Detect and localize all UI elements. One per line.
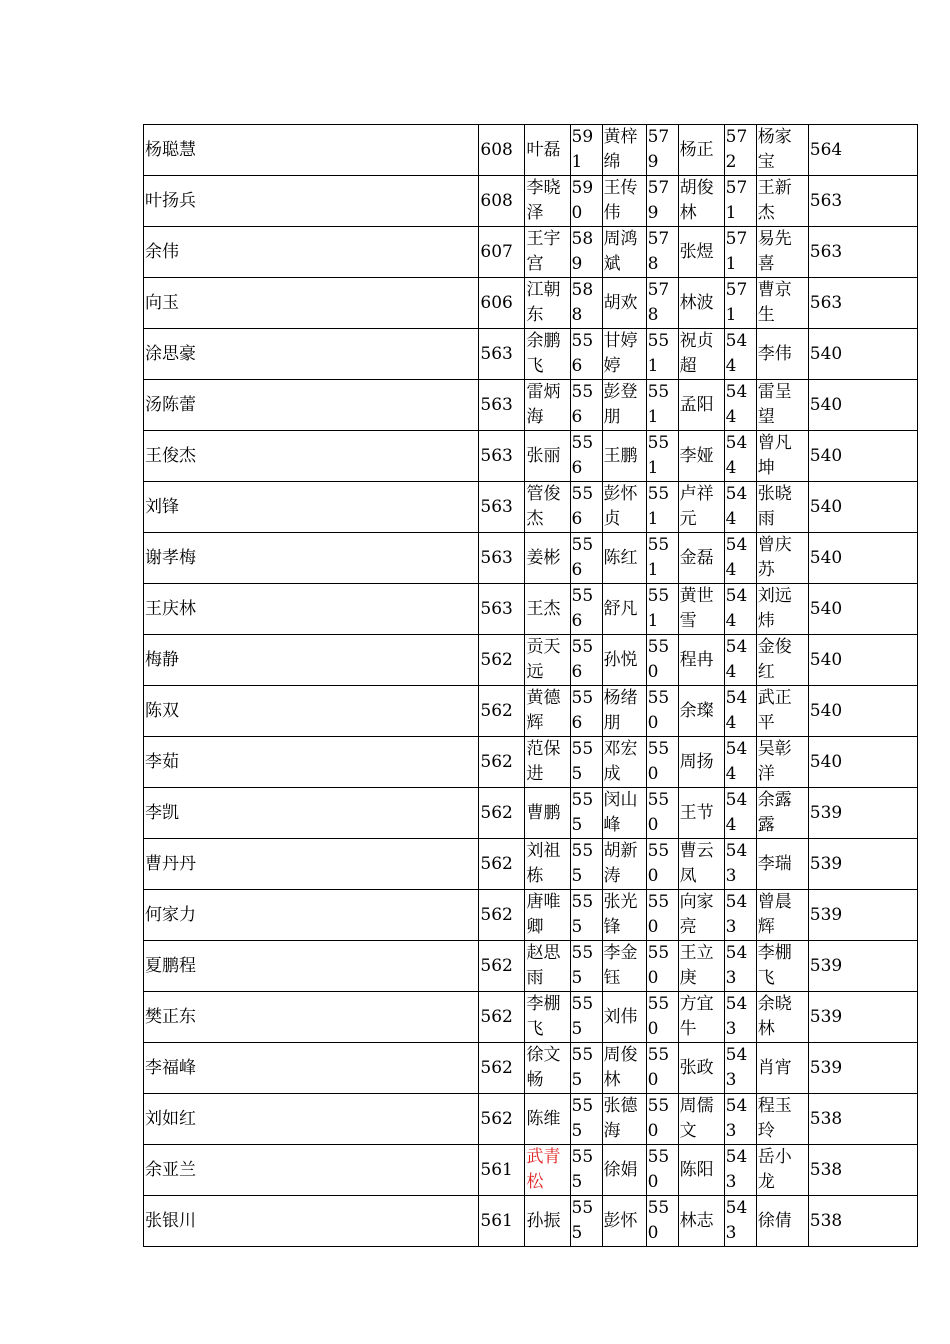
name-cell: 王新杰 bbox=[756, 176, 808, 227]
name-cell: 向家亮 bbox=[678, 890, 724, 941]
score-cell: 544 bbox=[724, 635, 756, 686]
score-cell: 555 bbox=[570, 1094, 602, 1145]
score-cell: 555 bbox=[570, 1196, 602, 1247]
score-cell: 550 bbox=[646, 788, 678, 839]
name-cell: 程玉玲 bbox=[756, 1094, 808, 1145]
name-cell: 叶扬兵 bbox=[144, 176, 479, 227]
score-cell: 562 bbox=[479, 1043, 525, 1094]
name-cell: 曹鹏 bbox=[525, 788, 570, 839]
name-cell: 彭怀贞 bbox=[602, 482, 646, 533]
name-cell: 李棚飞 bbox=[756, 941, 808, 992]
score-cell: 544 bbox=[724, 737, 756, 788]
score-cell: 539 bbox=[808, 788, 917, 839]
name-cell: 李福峰 bbox=[144, 1043, 479, 1094]
score-cell: 543 bbox=[724, 1094, 756, 1145]
name-cell: 李伟 bbox=[756, 329, 808, 380]
score-cell: 555 bbox=[570, 1043, 602, 1094]
score-cell: 562 bbox=[479, 992, 525, 1043]
score-cell: 555 bbox=[570, 839, 602, 890]
score-cell: 561 bbox=[479, 1145, 525, 1196]
score-cell: 538 bbox=[808, 1196, 917, 1247]
score-cell: 544 bbox=[724, 788, 756, 839]
name-cell: 李凯 bbox=[144, 788, 479, 839]
name-cell: 王鹏 bbox=[602, 431, 646, 482]
score-cell: 539 bbox=[808, 890, 917, 941]
score-cell: 591 bbox=[570, 125, 602, 176]
score-cell: 555 bbox=[570, 992, 602, 1043]
name-cell: 张光锋 bbox=[602, 890, 646, 941]
score-cell: 579 bbox=[646, 125, 678, 176]
name-cell: 杨家宝 bbox=[756, 125, 808, 176]
name-cell: 王宇宫 bbox=[525, 227, 570, 278]
score-cell: 550 bbox=[646, 635, 678, 686]
score-cell: 550 bbox=[646, 1196, 678, 1247]
score-cell: 543 bbox=[724, 992, 756, 1043]
table-row bbox=[144, 329, 918, 380]
score-cell: 539 bbox=[808, 839, 917, 890]
name-cell: 王立庚 bbox=[678, 941, 724, 992]
score-cell: 555 bbox=[570, 788, 602, 839]
name-cell: 孟阳 bbox=[678, 380, 724, 431]
table-row bbox=[144, 533, 918, 584]
score-cell: 571 bbox=[724, 176, 756, 227]
table-row bbox=[144, 176, 918, 227]
score-cell: 607 bbox=[479, 227, 525, 278]
name-cell: 张政 bbox=[678, 1043, 724, 1094]
table-row bbox=[144, 635, 918, 686]
table-row bbox=[144, 1145, 918, 1196]
score-cell: 540 bbox=[808, 737, 917, 788]
name-cell: 余露露 bbox=[756, 788, 808, 839]
name-cell: 陈维 bbox=[525, 1094, 570, 1145]
name-cell: 胡新涛 bbox=[602, 839, 646, 890]
score-cell: 589 bbox=[570, 227, 602, 278]
score-cell: 539 bbox=[808, 941, 917, 992]
name-cell: 雷呈望 bbox=[756, 380, 808, 431]
name-cell: 金磊 bbox=[678, 533, 724, 584]
name-cell: 黄梓绵 bbox=[602, 125, 646, 176]
score-cell: 608 bbox=[479, 125, 525, 176]
name-cell: 余璨 bbox=[678, 686, 724, 737]
name-cell: 曹云凤 bbox=[678, 839, 724, 890]
table-row bbox=[144, 431, 918, 482]
name-cell: 李娅 bbox=[678, 431, 724, 482]
table-row bbox=[144, 1094, 918, 1145]
score-cell: 539 bbox=[808, 1043, 917, 1094]
name-cell: 陈红 bbox=[602, 533, 646, 584]
name-cell: 胡欢 bbox=[602, 278, 646, 329]
name-cell: 汤陈蕾 bbox=[144, 380, 479, 431]
score-cell: 550 bbox=[646, 992, 678, 1043]
name-cell: 张丽 bbox=[525, 431, 570, 482]
name-cell: 王俊杰 bbox=[144, 431, 479, 482]
name-cell: 余鹏飞 bbox=[525, 329, 570, 380]
name-cell: 夏鹏程 bbox=[144, 941, 479, 992]
score-cell: 540 bbox=[808, 533, 917, 584]
score-cell: 578 bbox=[646, 278, 678, 329]
name-cell: 金俊红 bbox=[756, 635, 808, 686]
score-cell: 550 bbox=[646, 1043, 678, 1094]
name-cell: 曹丹丹 bbox=[144, 839, 479, 890]
score-cell: 550 bbox=[646, 737, 678, 788]
name-cell: 吴彰洋 bbox=[756, 737, 808, 788]
table-row bbox=[144, 584, 918, 635]
name-cell: 李棚飞 bbox=[525, 992, 570, 1043]
score-cell: 571 bbox=[724, 278, 756, 329]
name-cell: 范保进 bbox=[525, 737, 570, 788]
score-cell: 606 bbox=[479, 278, 525, 329]
score-cell: 555 bbox=[570, 737, 602, 788]
table-row bbox=[144, 1196, 918, 1247]
score-cell: 563 bbox=[479, 380, 525, 431]
name-cell: 管俊杰 bbox=[525, 482, 570, 533]
score-cell: 540 bbox=[808, 635, 917, 686]
name-cell: 周扬 bbox=[678, 737, 724, 788]
score-cell: 556 bbox=[570, 482, 602, 533]
score-cell: 562 bbox=[479, 941, 525, 992]
name-cell: 易先喜 bbox=[756, 227, 808, 278]
name-cell: 彭怀 bbox=[602, 1196, 646, 1247]
name-cell: 周鸿斌 bbox=[602, 227, 646, 278]
score-cell: 544 bbox=[724, 431, 756, 482]
name-cell: 李晓泽 bbox=[525, 176, 570, 227]
score-cell: 572 bbox=[724, 125, 756, 176]
name-cell: 岳小龙 bbox=[756, 1145, 808, 1196]
name-cell: 曾凡坤 bbox=[756, 431, 808, 482]
name-cell: 闵山峰 bbox=[602, 788, 646, 839]
name-cell: 刘如红 bbox=[144, 1094, 479, 1145]
name-cell: 徐娟 bbox=[602, 1145, 646, 1196]
score-cell: 551 bbox=[646, 431, 678, 482]
name-cell: 徐文畅 bbox=[525, 1043, 570, 1094]
score-cell: 556 bbox=[570, 635, 602, 686]
name-cell: 祝贞超 bbox=[678, 329, 724, 380]
score-cell: 551 bbox=[646, 584, 678, 635]
score-cell: 564 bbox=[808, 125, 917, 176]
name-cell: 武正平 bbox=[756, 686, 808, 737]
table-row bbox=[144, 1043, 918, 1094]
name-cell: 赵思雨 bbox=[525, 941, 570, 992]
name-cell: 武青松 bbox=[525, 1145, 570, 1196]
score-cell: 551 bbox=[646, 329, 678, 380]
score-cell: 563 bbox=[479, 329, 525, 380]
name-cell: 周俊林 bbox=[602, 1043, 646, 1094]
score-cell: 562 bbox=[479, 686, 525, 737]
score-cell: 540 bbox=[808, 584, 917, 635]
score-cell: 543 bbox=[724, 1145, 756, 1196]
name-cell: 陈双 bbox=[144, 686, 479, 737]
score-cell: 544 bbox=[724, 380, 756, 431]
name-cell: 余亚兰 bbox=[144, 1145, 479, 1196]
name-cell: 余伟 bbox=[144, 227, 479, 278]
score-cell: 590 bbox=[570, 176, 602, 227]
name-cell: 江朝东 bbox=[525, 278, 570, 329]
score-cell: 563 bbox=[479, 533, 525, 584]
name-cell: 何家力 bbox=[144, 890, 479, 941]
score-cell: 550 bbox=[646, 890, 678, 941]
name-cell: 刘锋 bbox=[144, 482, 479, 533]
name-cell: 王杰 bbox=[525, 584, 570, 635]
score-cell: 562 bbox=[479, 788, 525, 839]
name-cell: 王庆林 bbox=[144, 584, 479, 635]
score-cell: 561 bbox=[479, 1196, 525, 1247]
score-cell: 550 bbox=[646, 686, 678, 737]
name-cell: 谢孝梅 bbox=[144, 533, 479, 584]
score-cell: 555 bbox=[570, 941, 602, 992]
score-cell: 551 bbox=[646, 380, 678, 431]
score-cell: 543 bbox=[724, 890, 756, 941]
score-cell: 562 bbox=[479, 635, 525, 686]
table-row bbox=[144, 686, 918, 737]
score-cell: 562 bbox=[479, 890, 525, 941]
name-cell: 王传伟 bbox=[602, 176, 646, 227]
score-cell: 538 bbox=[808, 1145, 917, 1196]
name-cell: 余晓林 bbox=[756, 992, 808, 1043]
score-cell: 544 bbox=[724, 584, 756, 635]
score-cell: 556 bbox=[570, 431, 602, 482]
score-cell: 562 bbox=[479, 737, 525, 788]
score-cell: 544 bbox=[724, 533, 756, 584]
name-cell: 周儒文 bbox=[678, 1094, 724, 1145]
score-cell: 543 bbox=[724, 839, 756, 890]
score-cell: 556 bbox=[570, 380, 602, 431]
name-cell: 甘婷婷 bbox=[602, 329, 646, 380]
table-row bbox=[144, 992, 918, 1043]
name-cell: 邓宏成 bbox=[602, 737, 646, 788]
name-cell: 陈阳 bbox=[678, 1145, 724, 1196]
name-cell: 舒凡 bbox=[602, 584, 646, 635]
table-row bbox=[144, 227, 918, 278]
score-table bbox=[143, 124, 918, 1247]
score-cell: 563 bbox=[479, 482, 525, 533]
name-cell: 曾晨辉 bbox=[756, 890, 808, 941]
score-cell: 543 bbox=[724, 1196, 756, 1247]
name-cell: 肖宵 bbox=[756, 1043, 808, 1094]
name-cell: 林波 bbox=[678, 278, 724, 329]
name-cell: 卢祥元 bbox=[678, 482, 724, 533]
score-cell: 538 bbox=[808, 1094, 917, 1145]
name-cell: 曾庆苏 bbox=[756, 533, 808, 584]
score-cell: 540 bbox=[808, 686, 917, 737]
score-cell: 579 bbox=[646, 176, 678, 227]
table-row bbox=[144, 482, 918, 533]
name-cell: 梅静 bbox=[144, 635, 479, 686]
score-cell: 550 bbox=[646, 941, 678, 992]
table-row bbox=[144, 788, 918, 839]
name-cell: 叶磊 bbox=[525, 125, 570, 176]
name-cell: 徐倩 bbox=[756, 1196, 808, 1247]
score-cell: 563 bbox=[479, 584, 525, 635]
name-cell: 胡俊林 bbox=[678, 176, 724, 227]
score-cell: 556 bbox=[570, 584, 602, 635]
table-row bbox=[144, 941, 918, 992]
name-cell: 姜彬 bbox=[525, 533, 570, 584]
name-cell: 方宜牛 bbox=[678, 992, 724, 1043]
score-cell: 555 bbox=[570, 890, 602, 941]
score-cell: 608 bbox=[479, 176, 525, 227]
score-cell: 556 bbox=[570, 686, 602, 737]
name-cell: 李金钰 bbox=[602, 941, 646, 992]
score-cell: 544 bbox=[724, 329, 756, 380]
name-cell: 贡天远 bbox=[525, 635, 570, 686]
score-cell: 563 bbox=[808, 176, 917, 227]
score-cell: 563 bbox=[479, 431, 525, 482]
score-cell: 544 bbox=[724, 686, 756, 737]
name-cell: 张德海 bbox=[602, 1094, 646, 1145]
score-cell: 562 bbox=[479, 839, 525, 890]
name-cell: 涂思豪 bbox=[144, 329, 479, 380]
name-cell: 刘伟 bbox=[602, 992, 646, 1043]
score-cell: 556 bbox=[570, 533, 602, 584]
score-cell: 578 bbox=[646, 227, 678, 278]
name-cell: 樊正东 bbox=[144, 992, 479, 1043]
name-cell: 雷炳海 bbox=[525, 380, 570, 431]
score-cell: 563 bbox=[808, 227, 917, 278]
table-row bbox=[144, 278, 918, 329]
name-cell: 刘祖栋 bbox=[525, 839, 570, 890]
table-row bbox=[144, 890, 918, 941]
name-cell: 程冉 bbox=[678, 635, 724, 686]
name-cell: 黄德辉 bbox=[525, 686, 570, 737]
score-cell: 544 bbox=[724, 482, 756, 533]
name-cell: 张晓雨 bbox=[756, 482, 808, 533]
name-cell: 孙振 bbox=[525, 1196, 570, 1247]
score-cell: 551 bbox=[646, 482, 678, 533]
table-row bbox=[144, 125, 918, 176]
name-cell: 刘远炜 bbox=[756, 584, 808, 635]
name-cell: 张煜 bbox=[678, 227, 724, 278]
name-cell: 王节 bbox=[678, 788, 724, 839]
score-cell: 550 bbox=[646, 1145, 678, 1196]
table-row bbox=[144, 839, 918, 890]
name-cell: 杨正 bbox=[678, 125, 724, 176]
score-cell: 588 bbox=[570, 278, 602, 329]
score-cell: 551 bbox=[646, 533, 678, 584]
name-cell: 杨绪朋 bbox=[602, 686, 646, 737]
score-cell: 550 bbox=[646, 839, 678, 890]
name-cell: 曹京生 bbox=[756, 278, 808, 329]
score-cell: 540 bbox=[808, 482, 917, 533]
table-row bbox=[144, 737, 918, 788]
name-cell: 李瑞 bbox=[756, 839, 808, 890]
score-cell: 540 bbox=[808, 329, 917, 380]
name-cell: 向玉 bbox=[144, 278, 479, 329]
name-cell: 黄世雪 bbox=[678, 584, 724, 635]
score-cell: 539 bbox=[808, 992, 917, 1043]
score-cell: 540 bbox=[808, 380, 917, 431]
name-cell: 彭登朋 bbox=[602, 380, 646, 431]
name-cell: 李茹 bbox=[144, 737, 479, 788]
score-cell: 563 bbox=[808, 278, 917, 329]
score-cell: 543 bbox=[724, 941, 756, 992]
name-cell: 唐唯卿 bbox=[525, 890, 570, 941]
name-cell: 张银川 bbox=[144, 1196, 479, 1247]
score-cell: 562 bbox=[479, 1094, 525, 1145]
score-cell: 540 bbox=[808, 431, 917, 482]
name-cell: 孙悦 bbox=[602, 635, 646, 686]
score-cell: 543 bbox=[724, 1043, 756, 1094]
score-table-body bbox=[144, 125, 918, 1247]
name-cell: 杨聪慧 bbox=[144, 125, 479, 176]
score-cell: 571 bbox=[724, 227, 756, 278]
table-row bbox=[144, 380, 918, 431]
score-cell: 555 bbox=[570, 1145, 602, 1196]
score-cell: 556 bbox=[570, 329, 602, 380]
name-cell: 林志 bbox=[678, 1196, 724, 1247]
score-cell: 550 bbox=[646, 1094, 678, 1145]
